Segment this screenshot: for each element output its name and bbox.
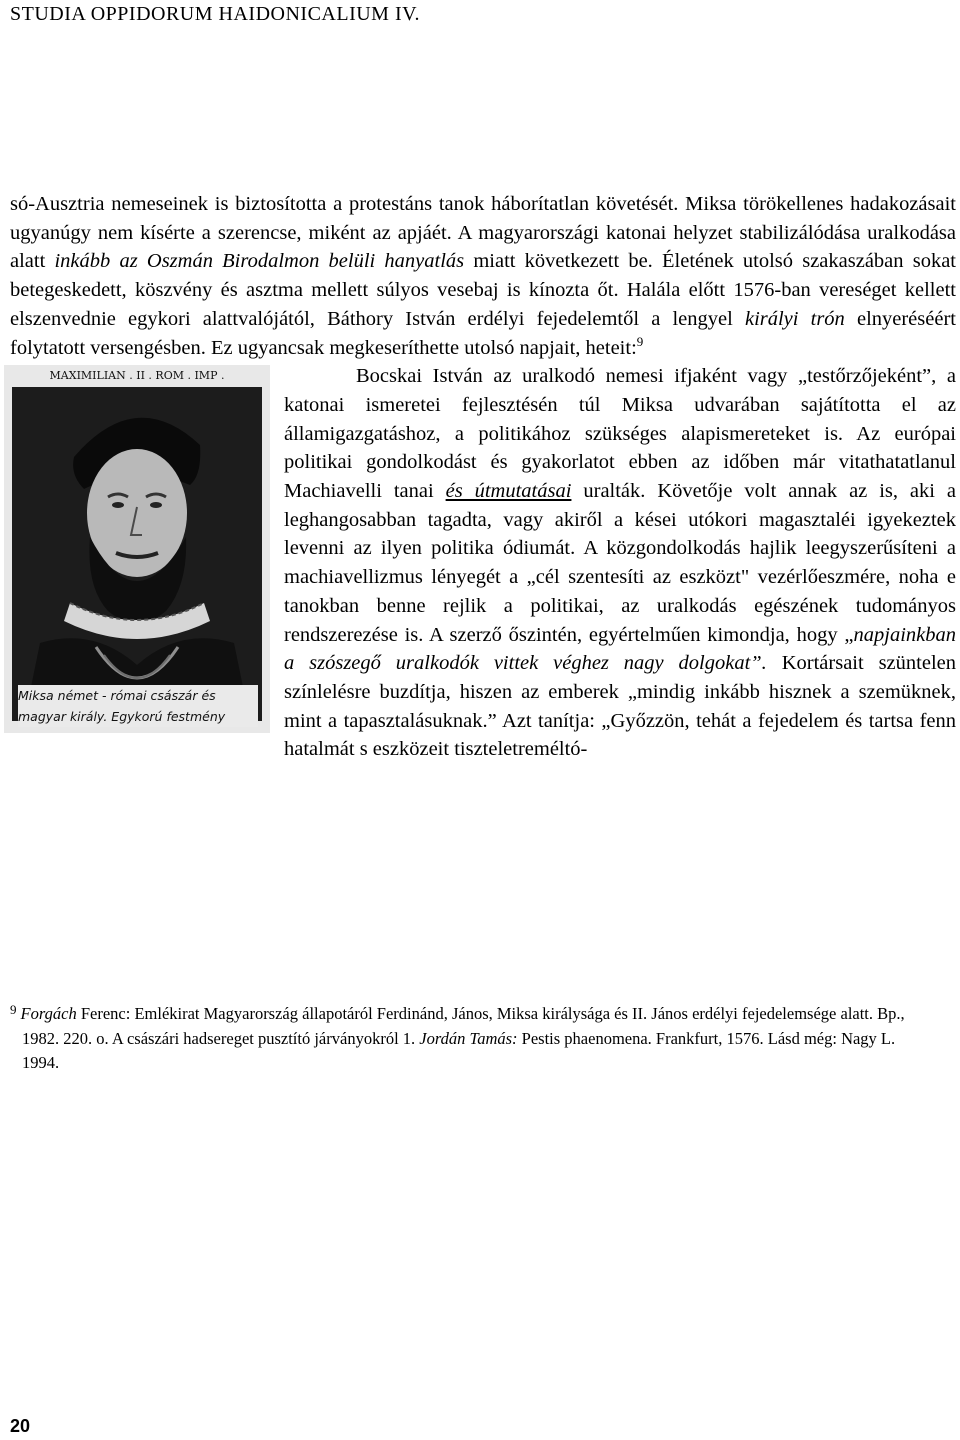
footnote-reference[interactable]: 9 bbox=[636, 333, 644, 349]
footnote-number: 9 bbox=[10, 1002, 17, 1017]
footnote: $^9$ Forgách Ferenc: Emlékirat Magyarország állapotáról Ferdinánd, János, Miksa királysága és II. János erdélyi fejedelemsége alatt. Bp., 1982. 220. o. A császári hadsereget pusztító járványokról 1. Jordán Tamás: Pestis phaenomena. Frankfurt, 1576. Lásd még: Nagy L. 1994. bbox=[10, 1002, 905, 1072]
body-text bbox=[10, 190, 956, 764]
paragraph-1: só-Ausztria nemeseinek is biztosította a protestáns tanok háborítatlan követését. Miksa törökellenes hadakozásait ugyanúgy nem kísérte a szerencse, miként az apjáét. A magyarországi katonai helyzet stabilizálódása uralkodása alatt inkább az Oszmán Birodalmon belüli hanyatlás miatt következett be. Életének utolsó szakaszában sokat betegeskedett, köszvény és asztma mellett súlyos vesebaj is kínozta őt. Halála előtt 1576-ban vereséget kellett elszenvednie egykori alattvalójától, Báthory István erdélyi fejedelemtől a lengyel királyi trón elnyeréséért folytatott versengésben. Ez ugyancsak megkeseríthette utolsó napjait, heteit:$^9$ bbox=[10, 193, 956, 359]
page-number: 20 bbox=[10, 1416, 31, 1436]
running-head: STUDIA OPPIDORUM HAIDONICALIUM IV. bbox=[10, 3, 420, 25]
portrait-figure bbox=[4, 365, 270, 733]
paragraph-2: Bocskai István az uralkodó nemesi ifjaként vagy „testőrzőjeként”, a katonai ismeretei fejlesztésén túl Miksa udvarában sajátította el az államigazgatáshoz, a politikához szükséges alapismereteket is. Az európai politikai gondolkodást és gyakorlatot ebben az időben már vitathatatlanul Machiavelli tanai és útmutatásai uralták. Követője volt annak az is, aki a leghangosabban tagadta, vagy akiről a kései utókori magasztaléi igyekeztek levenni az ilyen politika ódiumát. A közgondolkodás hajlik leegyszerűsíteni a machiavellizmus lényegét a „cél szentesíti az eszközt" vezérlőeszmére, noha e tanokban benne rejlik a politikai, az uralkodás egészének tudományos rendszerezése is. A szerző őszintén, egyértelműen kimondja, hogy „napjainkban a szószegő uralkodók vittek véghez nagy dolgokat”. Kortársait szüntelen színlelésre buzdítja, hiszen az emberek „mindig inkább hisznek a szemüknek, mint a tapasztalásuknak.” Azt tanítja: „Győzzön, tehát a fejedelem és tartsa fenn hatalmát s eszközeit tiszteletreméltó- bbox=[284, 365, 956, 761]
portrait-inscription: MAXIMILIAN . II . ROM . IMP . bbox=[49, 369, 225, 383]
portrait-caption: Miksa német - római császár és magyar király. Egykorú festmény bbox=[18, 685, 258, 727]
portrait-image bbox=[4, 365, 270, 733]
